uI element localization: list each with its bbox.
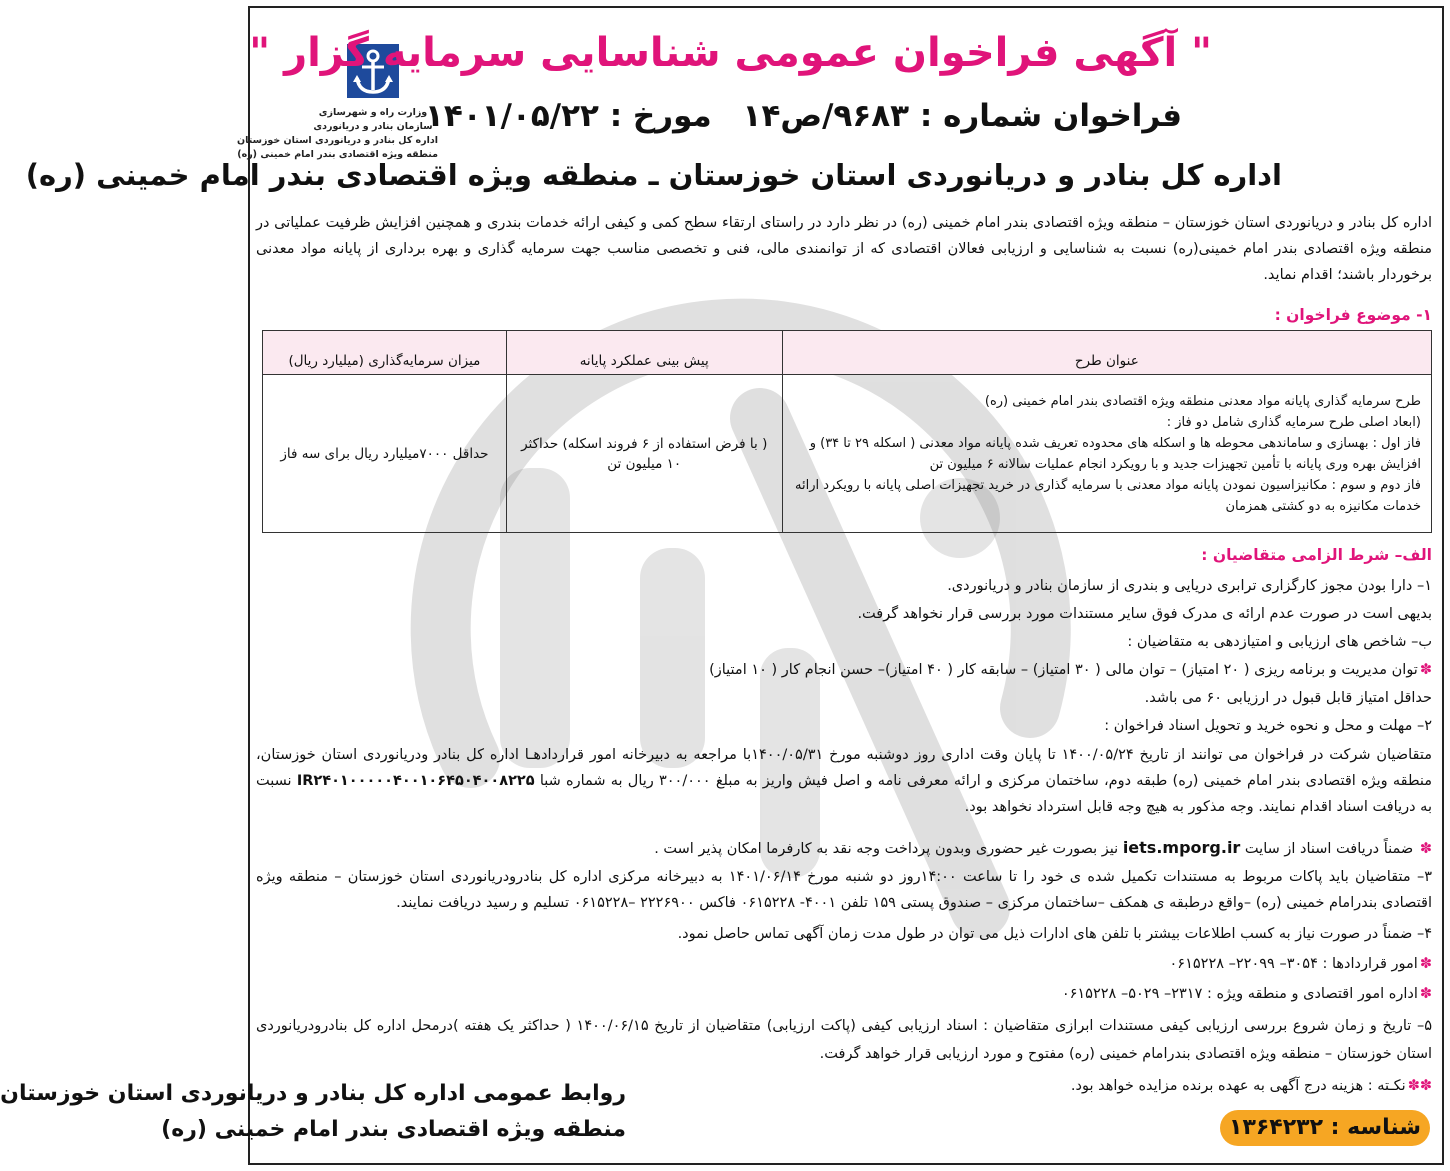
project-description-cell xyxy=(782,375,1431,533)
section-3-text: ۳– متقاضیان باید پاکات مربوط به مستندات تکمیل شده ی خود را تا ساعت ۱۴:۰۰روز دو شنبه مورخ ۱۴۰۱/۰۶/۱۴ به دبیرخانه مرکزی اداره کل بنادرودریانوردی استان خوزستان – منطقه ویژه اقتصادی بندرامام خمینی (ره) –واقع درطبقه ی همکف –ساختمان مرکزی – صندوق پستی ۱۵۹ تلفن ۴۰۰۱- ۰۶۱۵۲۲۸ فاکس ۲۲۲۶۹۰۰ –۰۶۱۵۲۲۸ تسلیم و رسید دریافت نمایند. xyxy=(256,869,1432,911)
section-2-body-end: نسبت به دریافت اسناد اقدام نمایند. وجه مذکور به هیچ وجه قابل استرداد نخواهد بود. xyxy=(256,773,1432,815)
section-2-text xyxy=(256,742,1432,820)
logo-line: سازمان بنادر و دریانوردی xyxy=(313,121,433,132)
intro-paragraph: اداره کل بنادر و دریانوردی استان خوزستان – منطقه ویژه اقتصادی بندر امام خمینی (ره) در نظر دارد در راستای ارتقاء سطح کمی و کیفی ارائه خدمات بندری و همچنین افزایش ظرفیت عملیاتی در منطقه ویژه اقتصادی بندر امام خمینی(ره) نسبت به شناسایی و ارزیابی فعالان اقتصادی که از توانمندی مالی، فنی و تخصصی مناسب جهت سرمایه گذاری و بهره برداری از پایانه مواد معدنی برخوردار باشند؛ اقدام نماید. xyxy=(256,215,1432,283)
section-2-heading: ۲– مهلت و محل و نحوه خرید و تحویل اسناد فراخوان : xyxy=(1104,718,1432,734)
condition-note: بدیهی است در صورت عدم ارائه ی مدرک فوق سایر مستندات مورد بررسی قرار نخواهد گرفت. xyxy=(857,606,1432,622)
online-documents-line xyxy=(256,836,1432,861)
bullet-icon: ✽✽ xyxy=(1407,1078,1432,1094)
ad-id-badge: شناسه : ۱۳۶۴۲۳۲ xyxy=(1220,1110,1430,1146)
project-line: فاز دوم و سوم : مکانیزاسیون نمودن پایانه مواد معدنی با سرمایه گذاری در خرید تجهیزات اصلی پایانه با رویکرد ارائه خدمات مکانیزه به دو کشتی همزمان xyxy=(795,477,1421,514)
organization-name: اداره کل بنادر و دریانوردی استان خوزستان ـ منطقه ویژه اقتصادی بندر امام خمینی (ره) xyxy=(25,158,1282,192)
call-number: فراخوان شماره : ۹۶۸۳/ص۱۴ xyxy=(742,98,1182,134)
call-date: مورخ : ۱۴۰۱/۰۵/۲۲ xyxy=(424,98,712,134)
bullet-icon: ✽ xyxy=(1419,841,1432,857)
table-header: میزان سرمایه‌گذاری (میلیارد ریال) xyxy=(263,331,507,375)
online-post: نیز بصورت غیر حضوری وبدون پرداخت وجه نقد به کارفرما امکان پذیر است . xyxy=(654,841,1119,857)
phone-economic-text: اداره امور اقتصادی و منطقه ویژه : ۲۳۱۷– ۵۰۲۹– ۰۶۱۵۲۲۸ xyxy=(1061,986,1418,1002)
project-line: فاز اول : بهسازی و ساماندهی محوطه ها و اسکله های محدوده تعریف شده پایانه مواد معدنی ( اسکله ۲۹ تا ۳۴) و افزایش بهره وری پایانه با تأمین تجهیزات جدید و با رویکرد انجام عملیات سالانه ۶ میلیون تن xyxy=(809,435,1421,472)
page-title: " آگهی فراخوان عمومی شناسایی سرمایه گزار " xyxy=(249,30,1212,76)
table-header: پیش بینی عملکرد پایانه xyxy=(506,331,782,375)
bullet-icon: ✽ xyxy=(1419,662,1432,678)
table-header: عنوان طرح xyxy=(782,331,1431,375)
phone-contracts xyxy=(256,952,1432,976)
tender-site-link[interactable]: iets.mporg.ir xyxy=(1122,838,1241,857)
project-line: طرح سرمایه گذاری پایانه مواد معدنی منطقه ویژه اقتصادی بندر امام خمینی (ره) xyxy=(984,393,1421,409)
phone-economic xyxy=(256,982,1432,1006)
public-relations-signature xyxy=(0,1076,626,1148)
pr-line: منطقه ویژه اقتصادی بندر امام خمینی (ره) xyxy=(161,1117,626,1142)
forecast-cell: ( با فرض استفاده از ۶ فروند اسکله) حداکثر ۱۰ میلیون تن xyxy=(506,375,782,533)
sheba-number: IR۲۴۰۱۰۰۰۰۰۴۰۰۱۰۶۴۵۰۴۰۰۸۲۲۵ xyxy=(296,773,535,789)
section-4-text: ۴– ضمناً در صورت نیاز به کسب اطلاعات بیشتر با تلفن های ادارات ذیل می توان در طول مدت زمان آگهی تماس حاصل نمود. xyxy=(677,926,1432,942)
investment-cell: حداقل ۷۰۰۰میلیارد ریال برای سه فاز xyxy=(263,375,507,533)
section-heading-conditions: الف– شرط الزامی متقاضیان : xyxy=(1201,546,1432,564)
cost-note-text: نکـته : هزینه درج آگهی به عهده برنده مزایده خواهد بود. xyxy=(1070,1078,1406,1094)
section-2-body: متقاضیان شرکت در فراخوان می توانند از تاریخ ۱۴۰۰/۰۵/۲۴ تا پایان وقت اداری روز دوشنبه مورخ ۱۴۰۰/۰۵/۳۱با مراجعه به دبیرخانه امور قراردادهـا اداره کل بنادر ودریانوردی استان خوزستان، منطقه ویژه اقتصادی بندر امام خمینی (ره) طبقه دوم، ساختمان مرکزی و ارائه معرفی نامه و اصل فیش واریز به مبلغ ۳۰۰/۰۰۰ ریال به شماره شبا xyxy=(256,747,1433,789)
criteria-list xyxy=(256,658,1432,682)
condition-license: ۱– دارا بودن مجوز کارگزاری ترابری دریایی و بندری از سازمان بنادر و دریانوردی. xyxy=(947,578,1432,594)
logo-line: وزارت راه و شهرسازی xyxy=(318,107,428,118)
section-5-text: ۵– تاریخ و زمان شروع بررسی ارزیابی کیفی مستندات ابرازی متقاضیان : اسناد ارزیابی کیفی (پاکت ارزیابی) متقاضیان از تاریخ ۱۴۰۰/۰۶/۱۵ ( حداکثر یک هفته )درمحل اداره کل بنادرودریانوردی استان خوزستان – منطقه ویژه اقتصادی بندرامام خمینی (ره) مفتوح و مورد ارزیابی قرار خواهد گرفت. xyxy=(256,1018,1432,1062)
cost-note xyxy=(632,1074,1432,1098)
criteria-heading: ب– شاخص های ارزیابی و امتیازدهی به متقاضیان : xyxy=(1127,634,1432,650)
bullet-icon: ✽ xyxy=(1419,956,1432,972)
bullet-icon: ✽ xyxy=(1419,986,1432,1002)
criteria-text: توان مدیریت و برنامه ریزی ( ۲۰ امتیاز) – توان مالی ( ۳۰ امتیاز) – سابقه کار ( ۴۰ امتیاز)– حسن انجام کار ( ۱۰ امتیاز) xyxy=(709,662,1418,678)
logo-line: منطقه ویژه اقتصادی بندر امام خمینی (ره) xyxy=(237,149,438,160)
pr-line: روابط عمومی اداره کل بنادر و دریانوردی استان خوزستان xyxy=(0,1081,626,1106)
min-score: حداقل امتیاز قابل قبول در ارزیابی ۶۰ می باشد. xyxy=(1144,690,1432,706)
logo-line: اداره کل بنادر و دریانوردی استان خوزستان xyxy=(237,135,438,146)
call-number-line xyxy=(424,98,1192,134)
project-table xyxy=(262,330,1432,533)
section-heading-subject: ۱- موضوع فراخوان : xyxy=(1274,306,1432,324)
advertisement-page xyxy=(0,6,1444,1165)
project-line: (ابعاد اصلی طرح سرمایه گذاری شامل دو فاز : xyxy=(1166,414,1421,430)
online-pre: ضمناً دریافت اسناد از سایت xyxy=(1244,841,1414,857)
phone-contracts-text: امور قراردادها : ۳۰۵۴– ۲۲۰۹۹– ۰۶۱۵۲۲۸ xyxy=(1169,956,1418,972)
